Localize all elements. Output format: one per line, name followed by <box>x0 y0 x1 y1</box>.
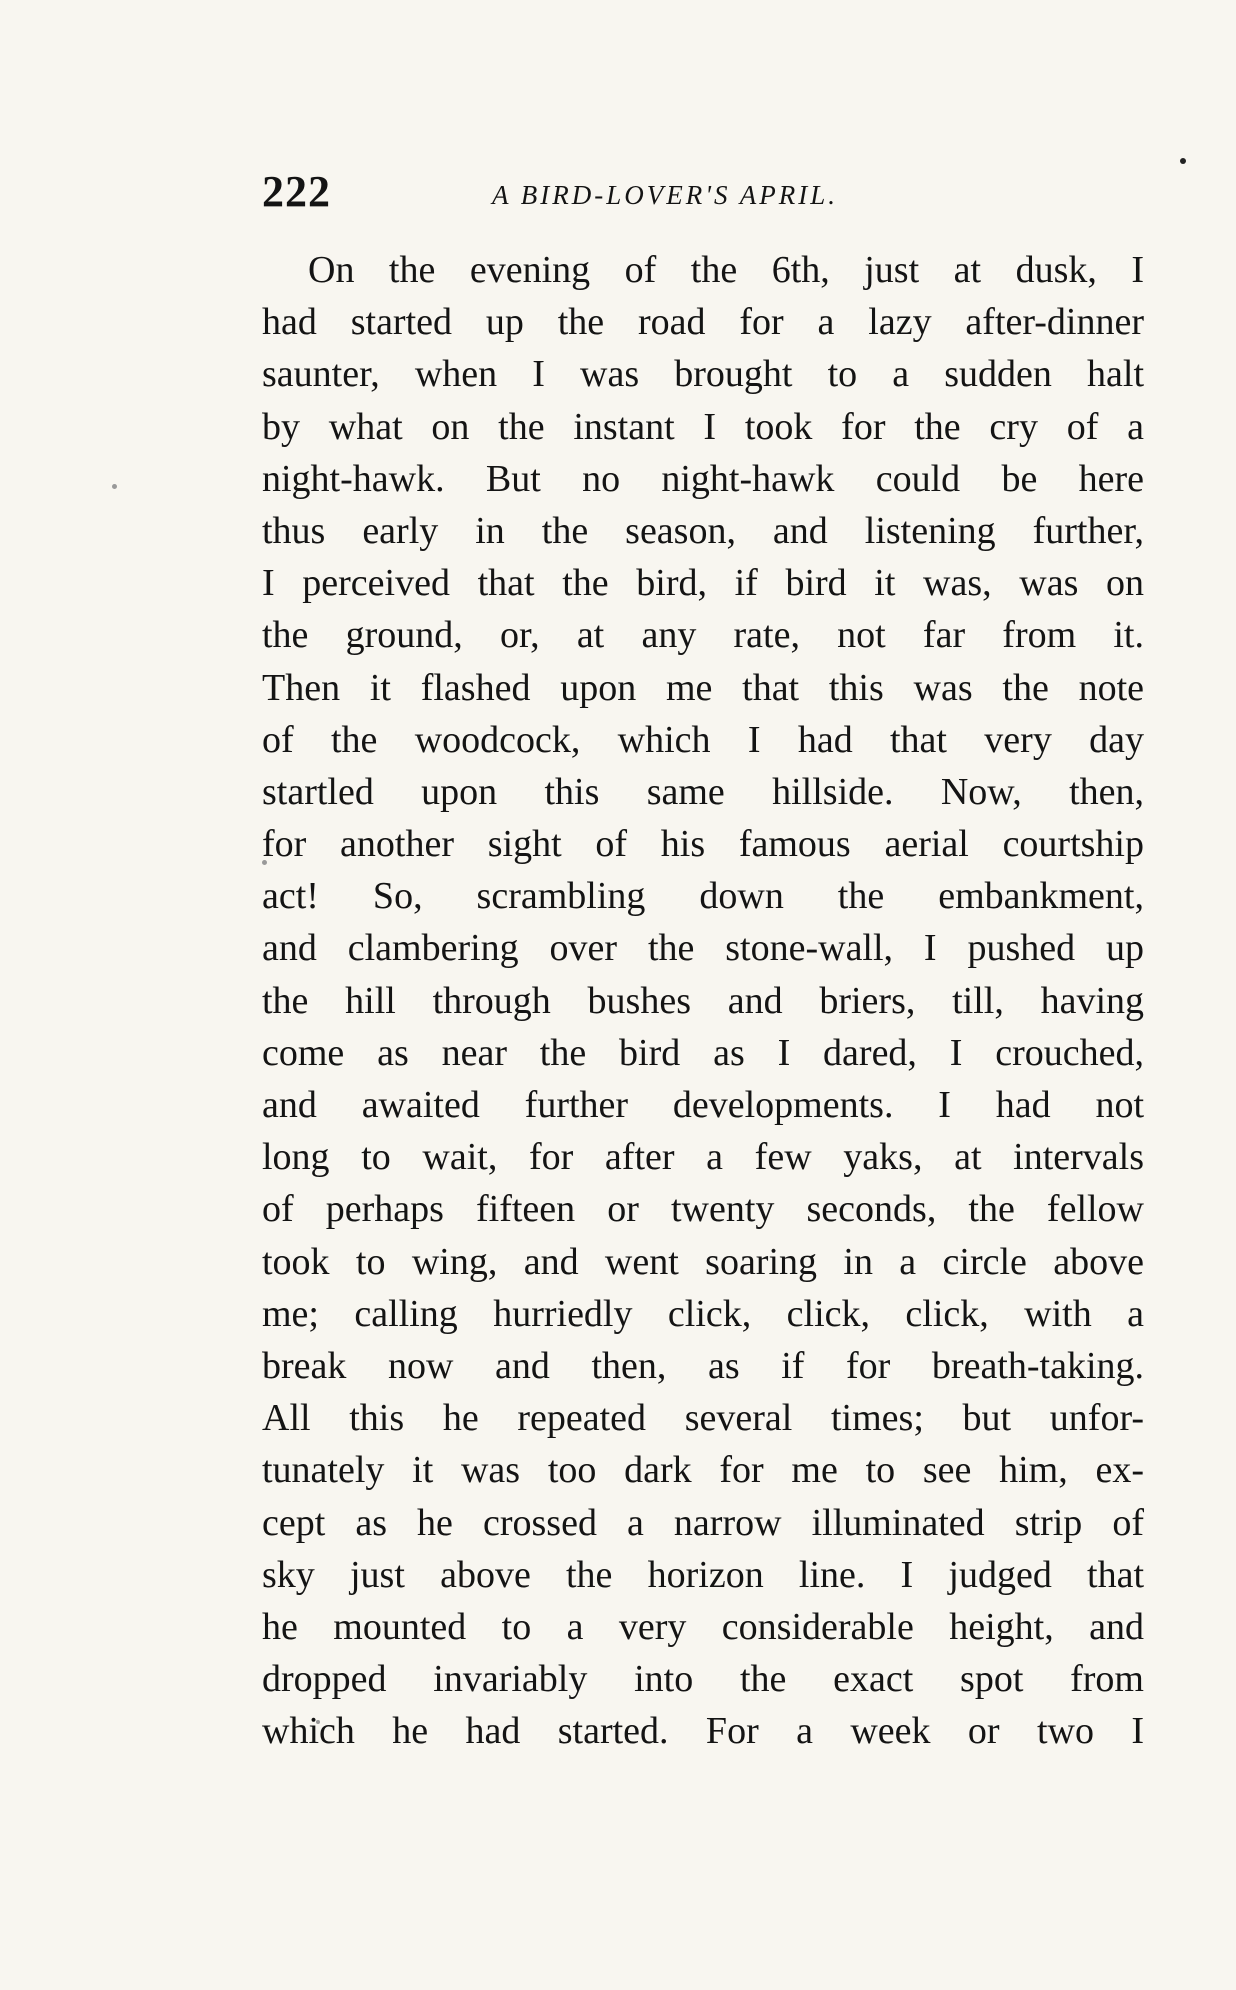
text-line: of perhaps fifteen or twenty seconds, the fellow <box>262 1188 1144 1231</box>
text-line: cept as he crossed a narrow illuminated strip of <box>262 1501 1144 1544</box>
body-text <box>262 244 1144 1757</box>
text-line: sky just above the horizon line. I judged that <box>262 1553 1144 1596</box>
text-line: by what on the instant I took for the cry of a <box>262 405 1144 448</box>
text-line: On the evening of the 6th, just at dusk, I <box>308 249 1144 291</box>
text-line: of the woodcock, which I had that very day <box>262 718 1144 761</box>
text-line: Then it flashed upon me that this was the note <box>262 666 1144 709</box>
text-line: act! So, scrambling down the embankment, <box>262 875 1144 918</box>
text-line: thus early in the season, and listening further, <box>262 509 1144 552</box>
text-line: dropped invariably into the exact spot from <box>262 1658 1144 1701</box>
running-title: A BIRD-LOVER'S APRIL. <box>492 180 838 210</box>
text-line: the ground, or, at any rate, not far from it. <box>262 614 1144 657</box>
text-line: the hill through bushes and briers, till, having <box>262 979 1144 1022</box>
text-line: he mounted to a very considerable height, and <box>262 1605 1144 1648</box>
page-number: 222 <box>262 167 331 216</box>
print-dot <box>1180 158 1186 164</box>
text-line: long to wait, for after a few yaks, at intervals <box>262 1136 1144 1179</box>
text-line: and awaited further developments. I had not <box>262 1084 1144 1126</box>
text-line: tunately it was too dark for me to see him, ex- <box>262 1449 1144 1492</box>
text-line: me; calling hurriedly click, click, click, with a <box>262 1292 1144 1335</box>
text-line: which he had started. For a week or two I <box>262 1710 1144 1753</box>
text-line: night-hawk. But no night-hawk could be here <box>262 457 1144 500</box>
text-line: startled upon this same hillside. Now, then, <box>262 770 1144 813</box>
text-line: and clambering over the stone-wall, I pushed up <box>262 927 1144 970</box>
text-line: took to wing, and went soaring in a circle above <box>262 1240 1144 1283</box>
text-line: had started up the road for a lazy after-dinner <box>262 301 1144 344</box>
text-line: come as near the bird as I dared, I crouched, <box>262 1031 1144 1074</box>
text-line: saunter, when I was brought to a sudden halt <box>262 353 1144 396</box>
page-header <box>262 158 1142 218</box>
paper-speck <box>112 484 117 489</box>
text-line: All this he repeated several times; but unfor- <box>262 1397 1144 1440</box>
text-line: I perceived that the bird, if bird it was, was on <box>262 562 1144 605</box>
text-line: break now and then, as if for breath-taking. <box>262 1344 1144 1387</box>
text-line: for another sight of his famous aerial courtship <box>262 823 1144 866</box>
